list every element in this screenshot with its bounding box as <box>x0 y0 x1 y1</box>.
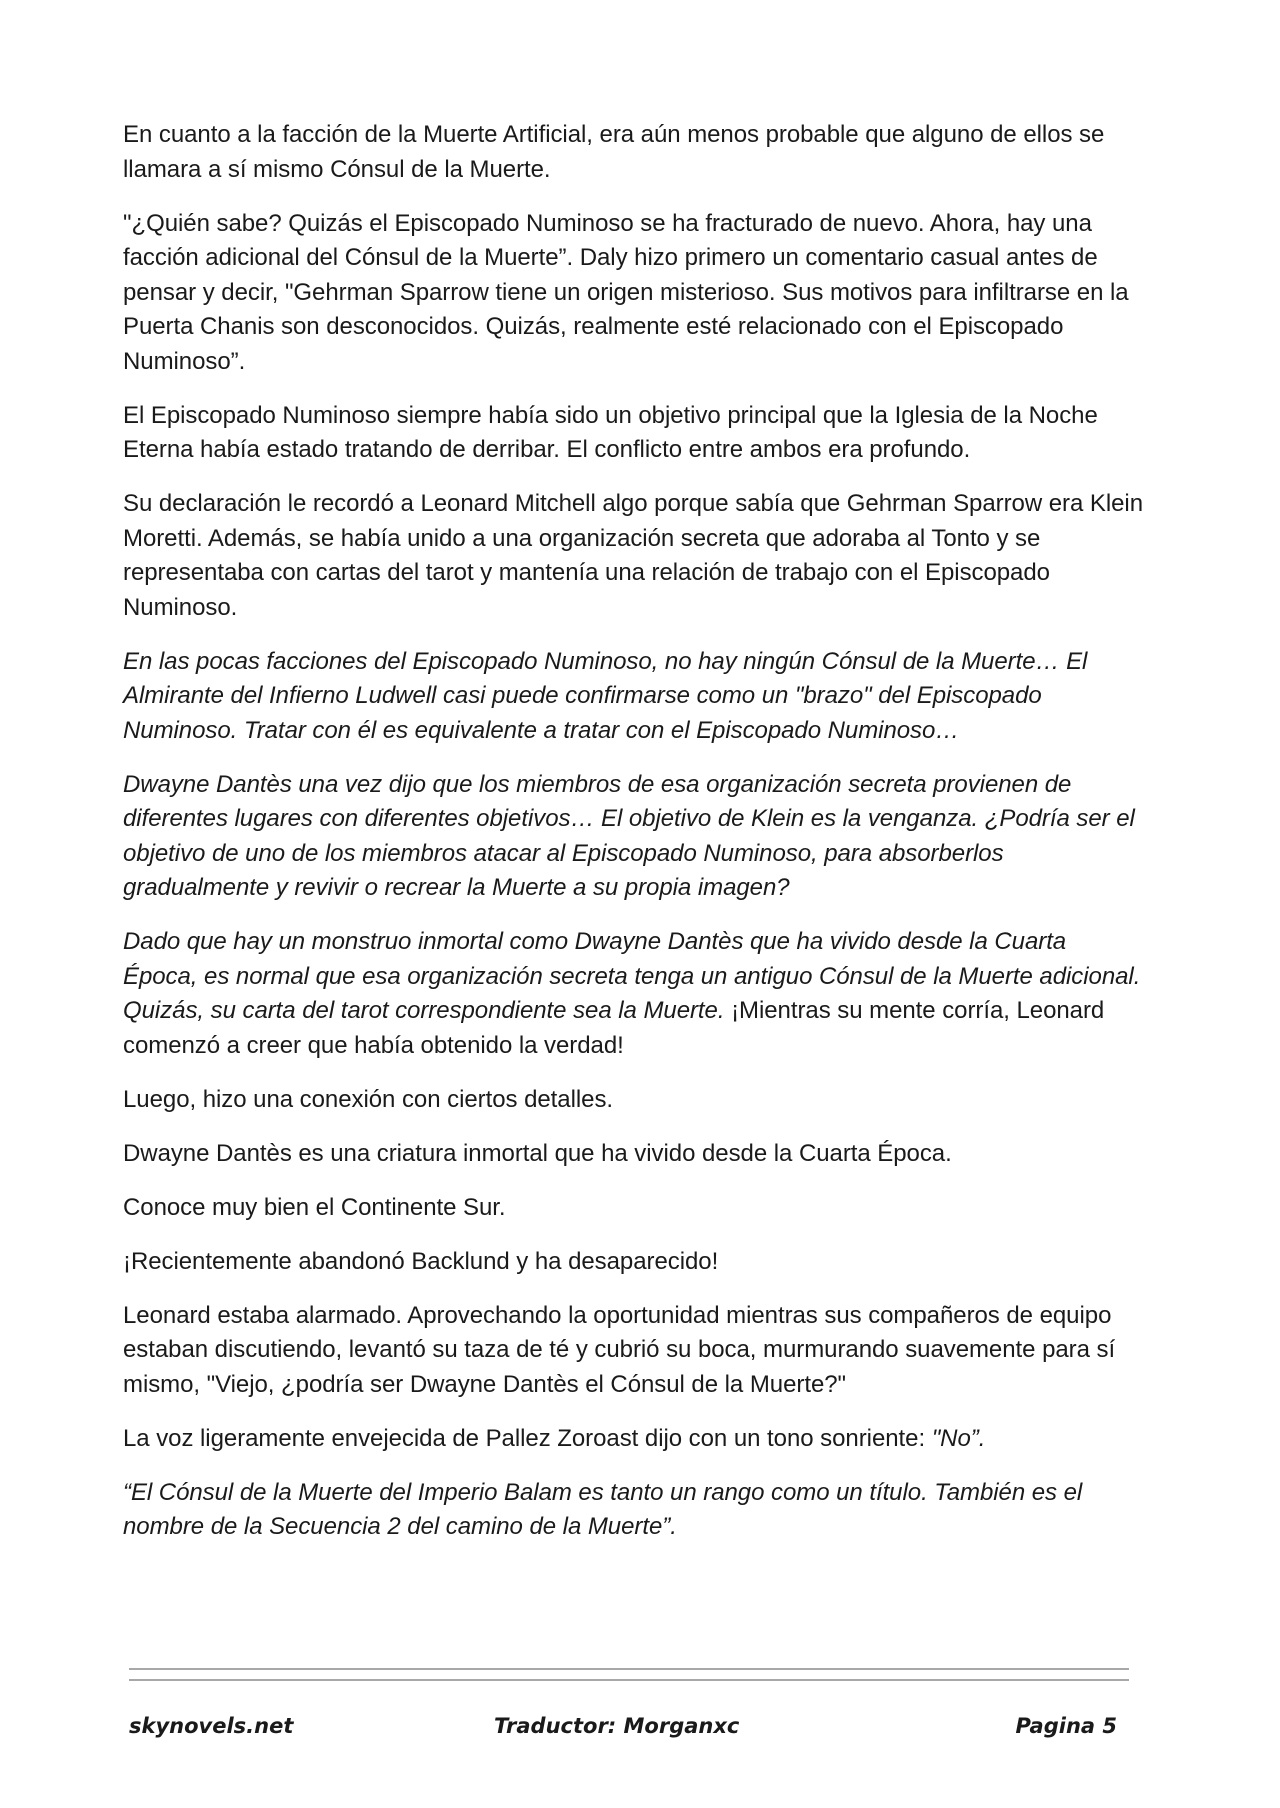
italic-text-run: "No”. <box>931 1424 986 1452</box>
text-run: El Episcopado Numinoso siempre había sido un objetivo principal que la Iglesia de la Noche Eterna había estado tratando de derribar. El conflicto entre ambos era profundo. <box>123 401 1098 463</box>
body-paragraph <box>123 1299 1143 1403</box>
body-paragraph <box>123 487 1143 625</box>
text-run: La voz ligeramente envejecida de Pallez Zoroast dijo con un tono sonriente: <box>123 1424 932 1452</box>
footer-site-name: skynovels.net <box>129 1714 294 1738</box>
body-paragraph <box>123 1137 1143 1172</box>
italic-text-run: “El Cónsul de la Muerte del Imperio Balam es tanto un rango como un título. También es el nombre de la Secuencia 2 del camino de la Muerte”. <box>123 1478 1083 1540</box>
footer-page-number: Pagina 5 <box>1015 1714 1117 1738</box>
page-footer <box>129 1714 1129 1754</box>
body-paragraph <box>123 1191 1143 1226</box>
body-paragraph <box>123 768 1143 906</box>
text-run: Conoce muy bien el Continente Sur. <box>123 1193 506 1221</box>
body-paragraph <box>123 1422 1143 1457</box>
footer-translator: Traductor: Morganxc <box>494 1714 740 1738</box>
text-run: Luego, hizo una conexión con ciertos detalles. <box>123 1085 614 1113</box>
body-paragraph <box>123 1245 1143 1280</box>
text-run: ¡Mientras su mente corría, Leonard comenzó a creer que había obtenido la verdad! <box>123 997 1105 1059</box>
page-body <box>123 118 1143 1564</box>
footer-rule-top <box>129 1668 1129 1670</box>
body-paragraph <box>123 399 1143 468</box>
body-paragraph <box>123 1476 1143 1545</box>
body-paragraph <box>123 645 1143 749</box>
body-paragraph <box>123 1083 1143 1118</box>
body-paragraph <box>123 118 1143 187</box>
text-run: ¡Recientemente abandonó Backlund y ha desaparecido! <box>123 1247 719 1275</box>
text-run: En cuanto a la facción de la Muerte Artificial, era aún menos probable que alguno de ellos se llamara a sí mismo Cónsul de la Muerte. <box>123 121 1105 183</box>
body-paragraph <box>123 925 1143 1063</box>
italic-text-run: Dado que hay un monstruo inmortal como Dwayne Dantès que ha vivido desde la Cuarta Época, es normal que esa organización secreta tenga un antiguo Cónsul de la Muerte adicional. Quizás, su carta del tarot correspondiente sea la Muerte. <box>123 928 1141 1024</box>
text-run: "¿Quién sabe? Quizás el Episcopado Numinoso se ha fracturado de nuevo. Ahora, hay una facción adicional del Cónsul de la Muerte”. Daly hizo primero un comentario casual antes de pensar y decir, "Gehrman Sparrow tiene un origen misterioso. Sus motivos para infiltrarse en la Puerta Chanis son desconocidos. Quizás, realmente esté relacionado con el Episcopado Numinoso”. <box>123 209 1129 375</box>
text-run: Leonard estaba alarmado. Aprovechando la oportunidad mientras sus compañeros de equipo estaban discutiendo, levantó su taza de té y cubrió su boca, murmurando suavemente para sí mismo, "Viejo, ¿podría ser Dwayne Dantès el Cónsul de la Muerte?" <box>123 1301 1116 1398</box>
text-run: Dwayne Dantès es una criatura inmortal que ha vivido desde la Cuarta Época. <box>123 1139 952 1167</box>
footer-rule-bottom <box>129 1679 1129 1681</box>
body-paragraph <box>123 207 1143 380</box>
italic-text-run: En las pocas facciones del Episcopado Numinoso, no hay ningún Cónsul de la Muerte… El Almirante del Infierno Ludwell casi puede confirmarse como un "brazo" del Episcopado Numinoso. Tratar con él es equivalente a tratar con el Episcopado Numinoso… <box>123 647 1088 744</box>
text-run: Su declaración le recordó a Leonard Mitchell algo porque sabía que Gehrman Sparrow era Klein Moretti. Además, se había unido a una organización secreta que adoraba al Tonto y se representaba con cartas del tarot y mantenía una relación de trabajo con el Episcopado Numinoso. <box>123 490 1144 621</box>
italic-text-run: Dwayne Dantès una vez dijo que los miembros de esa organización secreta provienen de diferentes lugares con diferentes objetivos… El objetivo de Klein es la venganza. ¿Podría ser el objetivo de uno de los miembros atacar al Episcopado Numinoso, para absorberlos gradualmente y revivir o recrear la Muerte a su propia imagen? <box>123 770 1135 901</box>
